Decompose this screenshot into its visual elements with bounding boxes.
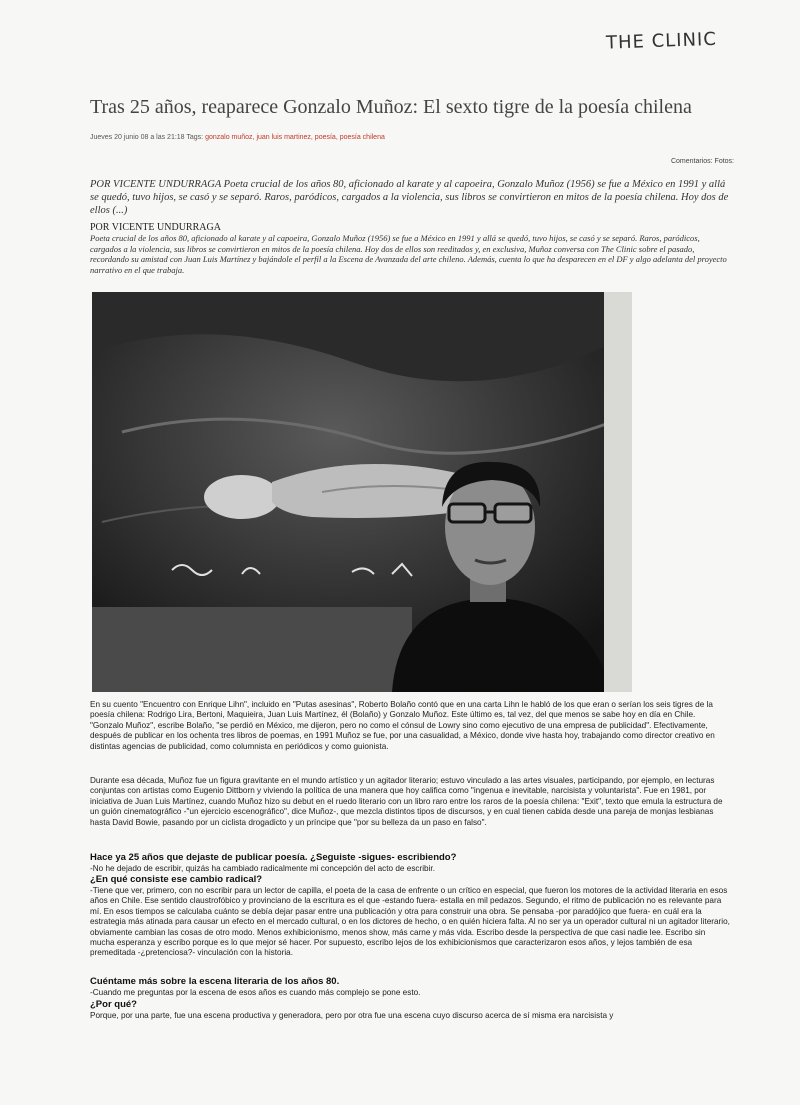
interview-question-1: Hace ya 25 años que dejaste de publicar poesía. ¿Seguiste -sigues- escribiendo? [90, 852, 457, 863]
interview-answer-4: Porque, por una parte, fue una escena productiva y generadora, pero por otra fue una escena cuyo discurso acerca de sí misma era narcisista y [90, 1011, 614, 1020]
article-intro: Poeta crucial de los años 80, aficionado al karate y al capoeira, Gonzalo Muñoz (1956) se fue a México en 1991 y allá se quedó, tuvo hijos, se casó y se separó. Raros, paródicos, cargados a la violencia, sus libros se convirtieron en mitos de la poesía chilena. Hoy dos de ellos son reeditados y, en exclusiva, Muñoz conversa con The Clinic sobre el pasado, recordando su amistad con Juan Luis Martínez y bajándole el perfil a la Escena de Avanzada del arte chileno. Además, cuenta lo que ha desparecen en el DF y algo adelanta del proyecto narrativo en el que trabaja. [90, 233, 727, 275]
interview-answer-2: -Tiene que ver, primero, con no escribir para un lector de capilla, el poeta de la casa de enfrente o un crítico en especial, que fueron los motores de la actividad literaria en esos años en Chile. Ese sentido claustrofóbico y provinciano de la escritura es el que -estando fuera- estalla en mil pedazos. Segundo, el ritmo de publicación no es relevante para mí. En esos tiempos se calculaba cuánto se debía dejar pasar entre una publicación y otra para construir una obra. Se pensaba -por paradójico que fuera- en cuál era la estrategia más atinada para causar un efecto en el mercado cultural, o en los dictores de hecho, o en quién hiciera falta. Al no ser ya un operador cultural ni un agitador literario, obviamente cambian las cosas de otro modo. Menos exhibicionismo, menos show, más carne y más vida. Escribo desde la perspectiva de que casi nadie lee. Escribo sin mucha esperanza y escribo porque es lo que mejor sé hacer. Por supuesto, escribo lejos de los exhibicionismos que caracterizaron esos años, y lejos también de esa premeditada -¿pretenciosa?- vinculación con la historia. [90, 886, 730, 958]
interview-question-4: ¿Por qué? [90, 999, 137, 1010]
meta-tags[interactable]: gonzalo muñoz, juan luis martinez, poesía, poesía chilena [205, 134, 385, 141]
handwritten-header-mark: THE CLINIC [605, 28, 718, 54]
article-title: Tras 25 años, reaparece Gonzalo Muñoz: El sexto tigre de la poesía chilena [90, 96, 692, 118]
interview-question-3: Cuéntame más sobre la escena literaria de los años 80. [90, 976, 340, 987]
interview-answer-3: -Cuando me preguntas por la escena de esos años es cuando más complejo se pone esto. [90, 988, 421, 997]
portrait-photo [92, 292, 632, 692]
body-paragraph-2: Durante esa década, Muñoz fue un figura gravitante en el mundo artístico y un agitador literario; estuvo vinculado a las artes visuales, participando, por ejemplo, en lecturas conjuntas con artistas como Eugenio Dittborn y viviendo la política de una manera que hoy califica como "ingenua e inevitable, narcisista y voluntarista". Fue en 1981, por iniciativa de Juan Luis Martínez, cuando Muñoz hizo su debut en el ruedo literario con un libro raro entre los raros de la poesía chilena: "Exit", texto que emula la estructura de un guión cinematográfico -"un ejercicio escenográfico", dice Muñoz-, que mezcla distintos tipos de discursos, y en cual tienen cabida desde una pareja de monjas lesbianas hasta David Bowie, pasando por un ciclista drogadicto y un príncipe que "por su belleza da un paso en falso". [90, 776, 723, 827]
meta-date: Jueves 20 junio 08 a las 21:18 Tags: [90, 134, 204, 141]
article-byline: POR VICENTE UNDURRAGA [90, 222, 221, 233]
interview-answer-1: -No he dejado de escribir, quizás ha cambiado radicalmente mi concepción del acto de escribir. [90, 864, 435, 873]
photo-frame-edge [604, 292, 632, 692]
body-paragraph-1: En su cuento "Encuentro con Enrique Lihn", incluido en "Putas asesinas", Roberto Bolaño contó que en una carta Lihn le habló de los que eran o serían los seis tigres de la poesía chilena: Rodrigo Lira, Bertoni, Maquieira, Juan Luis Martínez, él (Bolaño) y Gonzalo Muñoz. Este último es, tal vez, del que menos se sabe hoy en día en Chile. "Gonzalo Muñoz", escribe Bolaño, "se perdió en México, me dijeron, pero no como el cónsul de Lowry sino como ejecutivo de una empresa de publicidad". Efectivamente, después de publicar en los ochenta tres libros de poemas, en 1991 Muñoz se fue, por una casualidad, a México, donde vive hasta hoy, trabajando como director creativo en distintas agencias de publicidad, como columnista en periódicos y como guionista. [90, 700, 715, 751]
article-lede: POR VICENTE UNDURRAGA Poeta crucial de los años 80, aficionado al karate y al capoeira, Gonzalo Muñoz (1956) se fue a México en 1991 y allá se quedó, tuvo hijos, se casó y se separó. Raros, paródicos, cargados a la violencia, sus libros se convirtieron en mitos de la poesía chilena. Hoy dos de ellos (...) [90, 179, 729, 216]
article-meta [90, 134, 730, 141]
article-credit: Comentarios: Fotos: [670, 158, 734, 165]
portrait-photo-graphic [92, 292, 632, 692]
interview-question-2: ¿En qué consiste ese cambio radical? [90, 874, 263, 885]
